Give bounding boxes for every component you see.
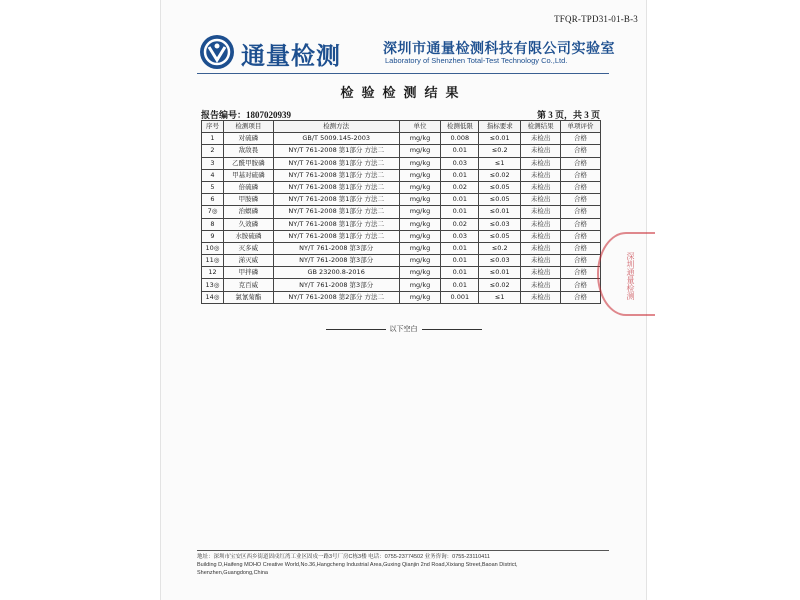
- table-cell: 涕灭威: [223, 255, 273, 267]
- seal-text: 深圳通量检测: [626, 252, 635, 300]
- table-cell: 未检出: [521, 291, 561, 303]
- table-cell: 水胺硫磷: [223, 230, 273, 242]
- table-cell: 0.01: [441, 194, 479, 206]
- table-cell: 合格: [561, 133, 601, 145]
- table-cell: ≤0.05: [479, 181, 521, 193]
- table-cell: 未检出: [521, 181, 561, 193]
- table-row: [202, 145, 601, 157]
- table-row: [202, 255, 601, 267]
- footer-address-en: Building D,Haifeng MOHO Creative World,No.36,Hangcheng Industrial Area,Guxing Qianjin 2nd Road,Xixiang Street,Baoan District,: [197, 562, 518, 568]
- document-code: TFQR-TPD31-01-B-3: [554, 14, 638, 24]
- table-row: [202, 279, 601, 291]
- table-cell: 合格: [561, 279, 601, 291]
- table-cell: 久效磷: [223, 218, 273, 230]
- table-row: [202, 218, 601, 230]
- table-cell: ≤0.01: [479, 133, 521, 145]
- table-cell: 7◎: [202, 206, 224, 218]
- table-cell: 甲胺磷: [223, 194, 273, 206]
- table-cell: 合格: [561, 242, 601, 254]
- table-cell: ≤0.05: [479, 230, 521, 242]
- document-title: 检验检测结果: [340, 86, 467, 101]
- lab-name-en: Laboratory of Shenzhen Total-Test Technology Co.,Ltd.: [385, 56, 568, 65]
- table-cell: NY/T 761-2008 第1部分 方法二: [273, 145, 399, 157]
- page-indicator: 第 3 页，共 3 页: [536, 110, 600, 120]
- table-cell: 合格: [561, 291, 601, 303]
- table-cell: 5: [202, 181, 224, 193]
- table-cell: 治螟磷: [223, 206, 273, 218]
- table-cell: 0.01: [441, 169, 479, 181]
- table-cell: 0.01: [441, 242, 479, 254]
- table-cell: 未检出: [521, 267, 561, 279]
- footer: [197, 553, 617, 577]
- table-cell: mg/kg: [399, 157, 441, 169]
- table-cell: 6: [202, 194, 224, 206]
- table-cell: 10◎: [202, 242, 224, 254]
- table-cell: 3: [202, 157, 224, 169]
- table-cell: 合格: [561, 181, 601, 193]
- table-cell: ≤0.2: [479, 145, 521, 157]
- table-cell: 0.03: [441, 230, 479, 242]
- table-cell: GB/T 5009.145-2003: [273, 133, 399, 145]
- table-cell: 合格: [561, 145, 601, 157]
- table-cell: 未检出: [521, 157, 561, 169]
- table-cell: 未检出: [521, 133, 561, 145]
- table-cell: ≤0.05: [479, 194, 521, 206]
- table-cell: ≤0.03: [479, 255, 521, 267]
- table-row: [202, 194, 601, 206]
- table-row: [202, 242, 601, 254]
- table-cell: ≤1: [479, 291, 521, 303]
- table-cell: NY/T 761-2008 第1部分 方法二: [273, 157, 399, 169]
- footer-address-en-2: Shenzhen,Guangdong,China: [197, 570, 268, 576]
- table-row: [202, 157, 601, 169]
- table-cell: mg/kg: [399, 255, 441, 267]
- results-table: [201, 120, 601, 304]
- table-cell: mg/kg: [399, 267, 441, 279]
- table-cell: 0.02: [441, 218, 479, 230]
- header-divider: [197, 73, 609, 74]
- table-cell: NY/T 761-2008 第2部分 方法二: [273, 291, 399, 303]
- table-cell: 未检出: [521, 255, 561, 267]
- table-cell: NY/T 761-2008 第1部分 方法二: [273, 206, 399, 218]
- table-cell: mg/kg: [399, 291, 441, 303]
- brand-name: 通量检测: [241, 42, 341, 70]
- table-row: [202, 230, 601, 242]
- table-cell: NY/T 761-2008 第3部分: [273, 279, 399, 291]
- divider-line: [326, 329, 386, 330]
- table-cell: mg/kg: [399, 145, 441, 157]
- table-cell: 合格: [561, 218, 601, 230]
- table-cell: 9: [202, 230, 224, 242]
- table-cell: 未检出: [521, 145, 561, 157]
- report-page: [160, 0, 647, 600]
- table-cell: 未检出: [521, 230, 561, 242]
- table-cell: 0.008: [441, 133, 479, 145]
- table-cell: ≤0.01: [479, 267, 521, 279]
- table-cell: NY/T 761-2008 第1部分 方法二: [273, 218, 399, 230]
- table-cell: 0.01: [441, 267, 479, 279]
- table-cell: 未检出: [521, 218, 561, 230]
- table-cell: mg/kg: [399, 279, 441, 291]
- end-of-data-marker: [161, 324, 646, 334]
- table-cell: 合格: [561, 267, 601, 279]
- table-cell: mg/kg: [399, 230, 441, 242]
- table-row: [202, 291, 601, 303]
- col-header: 检测低限: [441, 121, 479, 133]
- table-cell: 8: [202, 218, 224, 230]
- table-cell: 未检出: [521, 279, 561, 291]
- end-marker-text: 以下空白: [389, 325, 418, 333]
- table-cell: 未检出: [521, 194, 561, 206]
- table-cell: 11◎: [202, 255, 224, 267]
- col-header: 检测项目: [223, 121, 273, 133]
- divider-line: [422, 329, 482, 330]
- table-cell: 对硫磷: [223, 133, 273, 145]
- table-cell: 合格: [561, 255, 601, 267]
- table-cell: 未检出: [521, 169, 561, 181]
- table-cell: 0.01: [441, 206, 479, 218]
- table-cell: 甲拌磷: [223, 267, 273, 279]
- table-cell: GB 23200.8-2016: [273, 267, 399, 279]
- footer-divider: [197, 550, 609, 551]
- table-cell: ≤0.02: [479, 169, 521, 181]
- table-cell: 敌敌畏: [223, 145, 273, 157]
- table-cell: 4: [202, 169, 224, 181]
- table-cell: mg/kg: [399, 242, 441, 254]
- table-row: [202, 181, 601, 193]
- table-row: [202, 169, 601, 181]
- table-cell: mg/kg: [399, 206, 441, 218]
- table-row: [202, 267, 601, 279]
- table-cell: NY/T 761-2008 第1部分 方法二: [273, 230, 399, 242]
- table-cell: 1: [202, 133, 224, 145]
- table-cell: 0.03: [441, 157, 479, 169]
- table-cell: 0.02: [441, 181, 479, 193]
- report-number: 报告编号：1807020939: [201, 110, 292, 120]
- footer-address-cn: 地址：深圳市宝安区西乡街道固戍红湾工业区固戍一路3号厂房C栋3楼 电话：0755-23774502 业务咨询：0755-23110411: [197, 554, 490, 560]
- company-logo-icon: [199, 34, 235, 70]
- results-table-body: [202, 133, 601, 304]
- table-cell: ≤0.01: [479, 206, 521, 218]
- table-cell: 未检出: [521, 242, 561, 254]
- table-cell: 0.01: [441, 255, 479, 267]
- table-cell: NY/T 761-2008 第1部分 方法二: [273, 169, 399, 181]
- table-cell: 灭多威: [223, 242, 273, 254]
- col-header: 检测方法: [273, 121, 399, 133]
- table-cell: mg/kg: [399, 169, 441, 181]
- table-cell: 未检出: [521, 206, 561, 218]
- col-header: 序号: [202, 121, 224, 133]
- table-cell: NY/T 761-2008 第1部分 方法二: [273, 194, 399, 206]
- col-header: 指标要求: [479, 121, 521, 133]
- table-cell: NY/T 761-2008 第1部分 方法二: [273, 181, 399, 193]
- table-cell: mg/kg: [399, 194, 441, 206]
- table-cell: 合格: [561, 157, 601, 169]
- table-cell: NY/T 761-2008 第3部分: [273, 242, 399, 254]
- table-cell: 合格: [561, 194, 601, 206]
- table-header-row: [202, 121, 601, 133]
- table-cell: 12: [202, 267, 224, 279]
- table-cell: mg/kg: [399, 133, 441, 145]
- table-cell: 0.01: [441, 279, 479, 291]
- table-cell: 0.01: [441, 145, 479, 157]
- table-cell: mg/kg: [399, 181, 441, 193]
- table-cell: 合格: [561, 206, 601, 218]
- table-cell: 乙酰甲胺磷: [223, 157, 273, 169]
- lab-name-cn: 深圳市通量检测科技有限公司实验室: [383, 41, 615, 57]
- table-cell: 0.001: [441, 291, 479, 303]
- col-header: 单位: [399, 121, 441, 133]
- table-row: [202, 206, 601, 218]
- table-cell: 甲基对硫磷: [223, 169, 273, 181]
- table-cell: ≤0.03: [479, 218, 521, 230]
- table-cell: ≤1: [479, 157, 521, 169]
- table-cell: ≤0.02: [479, 279, 521, 291]
- table-cell: mg/kg: [399, 218, 441, 230]
- table-cell: 倍硫磷: [223, 181, 273, 193]
- table-cell: 合格: [561, 169, 601, 181]
- col-header: 检测结果: [521, 121, 561, 133]
- table-cell: 13◎: [202, 279, 224, 291]
- table-row: [202, 133, 601, 145]
- table-cell: 克百威: [223, 279, 273, 291]
- table-cell: 氯氰菊酯: [223, 291, 273, 303]
- col-header: 单项评价: [561, 121, 601, 133]
- table-cell: 合格: [561, 230, 601, 242]
- table-cell: 2: [202, 145, 224, 157]
- table-cell: ≤0.2: [479, 242, 521, 254]
- table-cell: NY/T 761-2008 第3部分: [273, 255, 399, 267]
- table-cell: 14◎: [202, 291, 224, 303]
